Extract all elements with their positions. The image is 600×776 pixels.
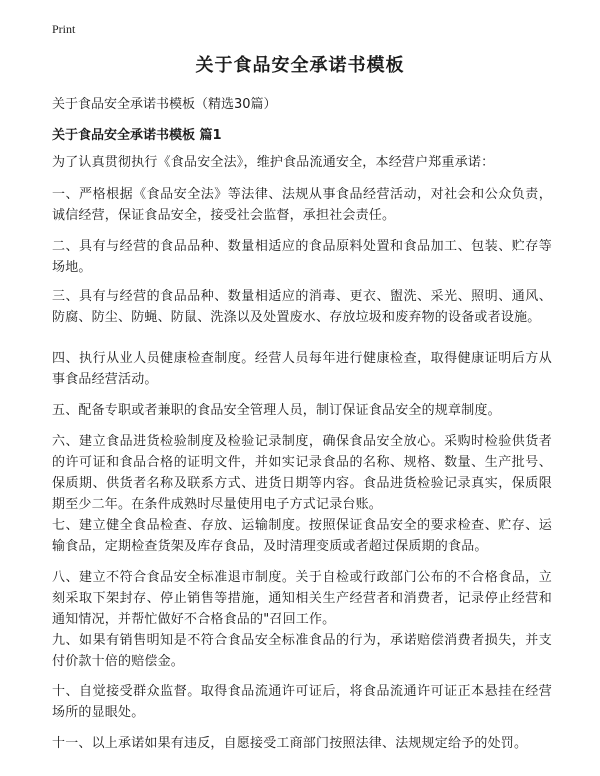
commitment-paragraph-11: 十一、以上承诺如果有违反，自愿接受工商部门按照法律、法规规定给予的处罚。 [52, 736, 528, 751]
commitment-paragraph-4: 四、执行从业人员健康检查制度。经营人员每年进行健康检查，取得健康证明后方从事食品经营活动。 [52, 351, 552, 387]
print-link[interactable]: Print [52, 22, 76, 36]
intro-paragraph: 为了认真贯彻执行《食品安全法》，维护食品流通安全，本经营户郑重承诺： [52, 155, 495, 170]
document-subtitle: 关于食品安全承诺书模板（精选30篇） [52, 97, 277, 112]
commitment-paragraph-6: 六、建立食品进货检验制度及检验记录制度，确保食品安全放心。采购时检验供货者的许可证和食品合格的证明文件，并如实记录食品的名称、规格、数量、生产批号、保质期、供货者名称及联系方式、进货日期等内容。食品进货检验记录真实，保质限期至少二年。在条件成熟时尽量使用电子方式记录台账。 [52, 434, 552, 512]
commitment-paragraph-7: 七、建立健全食品检查、存放、运输制度。按照保证食品安全的要求检查、贮存、运输食品，定期检查货架及库存食品，及时清理变质或者超过保质期的食品。 [52, 518, 552, 554]
commitment-paragraph-5: 五、配备专职或者兼职的食品安全管理人员，制订保证食品安全的规章制度。 [52, 403, 501, 418]
commitment-paragraph-10: 十、自觉接受群众监督。取得食品流通许可证后，将食品流通许可证正本悬挂在经营场所的显眼处。 [52, 684, 552, 720]
document-title: 关于食品安全承诺书模板 [195, 55, 405, 76]
commitment-paragraph-2: 二、具有与经营的食品品种、数量相适应的食品原料处置和食品加工、包装、贮存等场地。 [52, 239, 552, 275]
commitment-paragraph-8: 八、建立不符合食品安全标准退市制度。关于自检或行政部门公布的不合格食品，立刻采取下架封存、停止销售等措施，通知相关生产经营者和消费者，记录停止经营和通知情况，并帮忙做好不合格食品的"召回工作。 [52, 570, 552, 627]
commitment-paragraph-9: 九、如果有销售明知是不符合食品安全标准食品的行为，承诺赔偿消费者损失，并支付价款十倍的赔偿金。 [52, 633, 552, 669]
section-heading: 关于食品安全承诺书模板 篇1 [52, 128, 222, 143]
commitment-paragraph-1: 一、严格根据《食品安全法》等法律、法规从事食品经营活动，对社会和公众负责，诚信经营，保证食品安全，接受社会监督，承担社会责任。 [52, 187, 552, 223]
commitment-paragraph-3: 三、具有与经营的食品品种、数量相适应的消毒、更衣、盥洗、采光、照明、通风、防腐、防尘、防蝇、防鼠、洗涤以及处置废水、存放垃圾和废弃物的设备或者设施。 [52, 289, 552, 325]
